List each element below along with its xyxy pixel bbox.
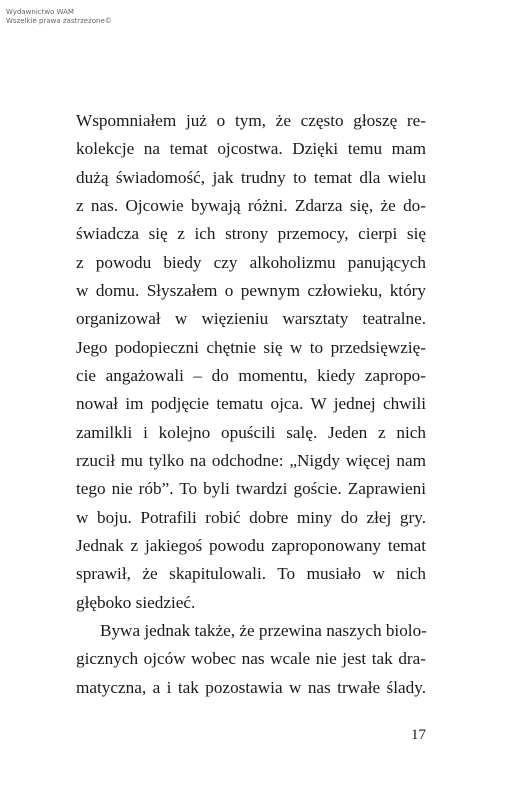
body-text bbox=[76, 107, 426, 702]
text-line: gicznych ojców wobec nas wcale nie jest tak dra- bbox=[76, 649, 426, 669]
text-line: cie angażowali – do momentu, kiedy zapropo- bbox=[76, 365, 426, 385]
text-line: Jednak z jakiegoś powodu zaproponowany temat bbox=[76, 535, 426, 555]
text-line: Jego podopieczni chętnie się w to przedsięwzię- bbox=[76, 337, 426, 357]
text-line: nował im podjęcie tematu ojca. W jednej chwili bbox=[76, 394, 426, 414]
text-line: z nas. Ojcowie bywają różni. Zdarza się, że do- bbox=[76, 195, 426, 215]
text-line: rzucił mu tylko na odchodne: „Nigdy więcej nam bbox=[76, 450, 426, 470]
text-line: w boju. Potrafili robić dobre miny do złej gry. bbox=[76, 507, 426, 527]
text-line: matyczna, a i tak pozostawia w nas trwałe ślady. bbox=[76, 677, 426, 697]
text-line: sprawił, że skapitulowali. To musiało w nich bbox=[76, 564, 426, 584]
text-line: zamilkli i kolejno opuścili salę. Jeden z nich bbox=[76, 422, 426, 442]
text-line: Bywa jednak także, że przewina naszych biolo- bbox=[100, 620, 427, 640]
text-line: organizował w więzieniu warsztaty teatralne. bbox=[76, 309, 426, 329]
text-line: głęboko siedzieć. bbox=[76, 592, 196, 612]
text-line: tego nie rób”. To byli twardzi goście. Zaprawieni bbox=[76, 479, 426, 499]
copyright-notice: Wszelkie prawa zastrzeżone© bbox=[6, 17, 112, 25]
text-line: z powodu biedy czy alkoholizmu panujących bbox=[76, 252, 426, 272]
text-line: w domu. Słyszałem o pewnym człowieku, który bbox=[76, 280, 426, 300]
text-line: Wspomniałem już o tym, że często głoszę re- bbox=[76, 111, 426, 130]
publisher-header bbox=[6, 8, 112, 26]
text-line: dużą świadomość, jak trudny to temat dla wielu bbox=[76, 167, 426, 187]
page-number: 17 bbox=[411, 727, 426, 743]
publisher-name: Wydawnictwo WAM bbox=[6, 8, 74, 16]
text-line: kolekcje na temat ojcostwa. Dzięki temu mam bbox=[76, 139, 426, 159]
text-line: świadcza się z ich strony przemocy, cierpi się bbox=[76, 224, 426, 244]
